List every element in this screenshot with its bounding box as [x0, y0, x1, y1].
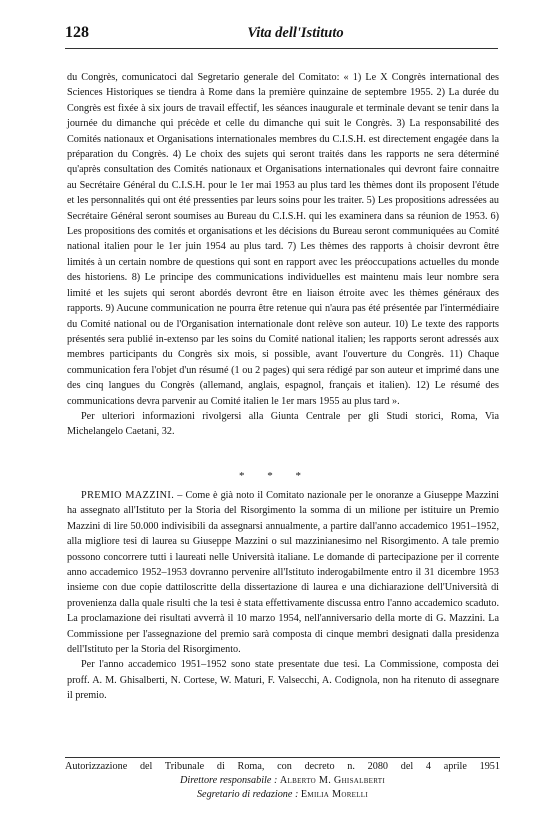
info-paragraph: Per ulteriori informazioni rivolgersi alla Giunta Centrale per gli Studi storici, Roma, Via Michelangelo Caetani, 32.	[67, 410, 499, 438]
page-number: 128	[65, 24, 89, 41]
premio-paragraph	[67, 488, 499, 657]
header-rule	[65, 48, 498, 49]
congress-section	[67, 70, 499, 440]
secretary-line	[65, 788, 500, 802]
footer-rule	[65, 757, 500, 758]
secretary-label: Segretario di redazione :	[196, 789, 299, 800]
page-footer	[65, 760, 500, 802]
director-line	[65, 774, 500, 788]
running-title: Vita dell'Istituto	[247, 25, 344, 41]
director-label: Direttore responsabile :	[180, 775, 278, 786]
premio-result-paragraph: Per l'anno accademico 1951–1952 sono state presentate due tesi. La Commissione, composta dei proff. A. M. Ghisalberti, N. Cortese, W. Maturi, F. Valsecchi, A. Codignola, non ha ritenuto di assegnare il premio.	[67, 659, 499, 702]
section-separator: * * *	[239, 470, 311, 482]
congress-paragraph: du Congrès, comunicatoci dal Segretario generale del Comitato: « 1) Le X Congrès international des Sciences Historiques se tiendra à Rome dans la première quinzaine de septembre 1955. 2) La durée du Congrès est fixée à six jours de travail effectif, les séances inaugurale et terminale devant se tenir dans la journée du dimanche qui précède et celle du dimanche qui suit le Congrès. 3) La responsabilité des Comités nationaux et Organisations internationales membres du C.I.S.H. est directement engagée dans la préparation du Congrès. 4) Le choix des sujets qui seront traités dans les rapports ne sera déterminé qu'après consultation des Comités nationaux et Organisations internationales qui devront faire connaitre au Secrétaire Général du C.I.S.H. pour le 1er mai 1953 au plus tard les thèmes dont ils proposent l'étude et les personnalités qui ont été pressenties par leurs soins pour les traiter. 5) Les propositions adressées au Secrétaire Général seront soumises au Bureau du C.I.S.H. qui les examinera dans sa réunion de 1953. 6) Les propositions des comités et organisations et les décisions du Bureau seront communiquées au Comité national italien pour le 1er juin 1954 au plus tard. 7) Les thèmes des rapports à choisir devront être limités à un certain nombre de questions qui sont en rapport avec les préoccupations actuelles du monde des historiens. 8) Le principe des communications individuelles est maintenu mais leur nombre sera limité et les sujets qui seront abordés devront être en liaison étroite avec les thèmes généraux des rapports. 9) Aucune communication ne pourra être retenue qui n'aura pas été présentée par l'intermédiaire du Comité national ou de l'Organisation internationale dont relève son auteur. 10) Le texte des rapports présentés sera publié in-extenso par les soins du Comité national italien; les rapports seront adressés aux membres participants du Congrès six mois, si possible, avant l'ouverture du Congrès. 11) Chaque communication fera l'objet d'un résumé (1 ou 2 pages) qui sera rédigé par son auteur et imprimé dans une des cinq langues du Congrès (allemand, anglais, espagnol, français et italien). 12) Le résumé des communications devra parvenir au Comité italien le 1er mars 1955 au plus tard ».	[67, 72, 499, 407]
premio-heading: PREMIO MAZZINI.	[81, 490, 175, 501]
secretary-name: Emilia Morelli	[300, 789, 369, 800]
premio-text: – Come è già noto il Comitato nazionale per le onoranze a Giuseppe Mazzini ha assegnato all'Istituto per la Storia del Risorgimento la somma di un milione per istituire un Premio Mazzini di lire 50.000 indivisibili da assegnarsi annualmente, a partire dall'anno accademico 1951–1952, alla migliore tesi di laurea su Giuseppe Mazzini o sul mazzinianesimo nel Risorgimento. A tale premio possono concorrere tutti i laureati nelle Università italiane. Le domande di partecipazione per il corrente anno accademico 1952–1953 dovranno pervenire all'Istituto inderogabilmente entro il 31 dicembre 1953 insieme con due copie dattiloscritte della dissertazione di laurea e una dichiarazione dell'Università di provenienza dalla quale risulti che la tesi è stata effettivamente discussa entro l'anno accademico scaduto. La proclamazione dei risultati avverrà il 10 marzo 1954, nell'anniversario della morte di G. Mazzini. La Commissione per l'assegnazione del premio sarà composta di cinque membri designati dalla presidenza dell'Istituto per la Storia del Risorgimento.	[67, 490, 500, 656]
premio-section	[67, 488, 499, 704]
authorization-line: Autorizzazione del Tribunale di Roma, con decreto n. 2080 del 4 aprile 1951	[65, 761, 500, 772]
page-header	[65, 24, 498, 44]
director-name: Alberto M. Ghisalberti	[279, 775, 385, 786]
